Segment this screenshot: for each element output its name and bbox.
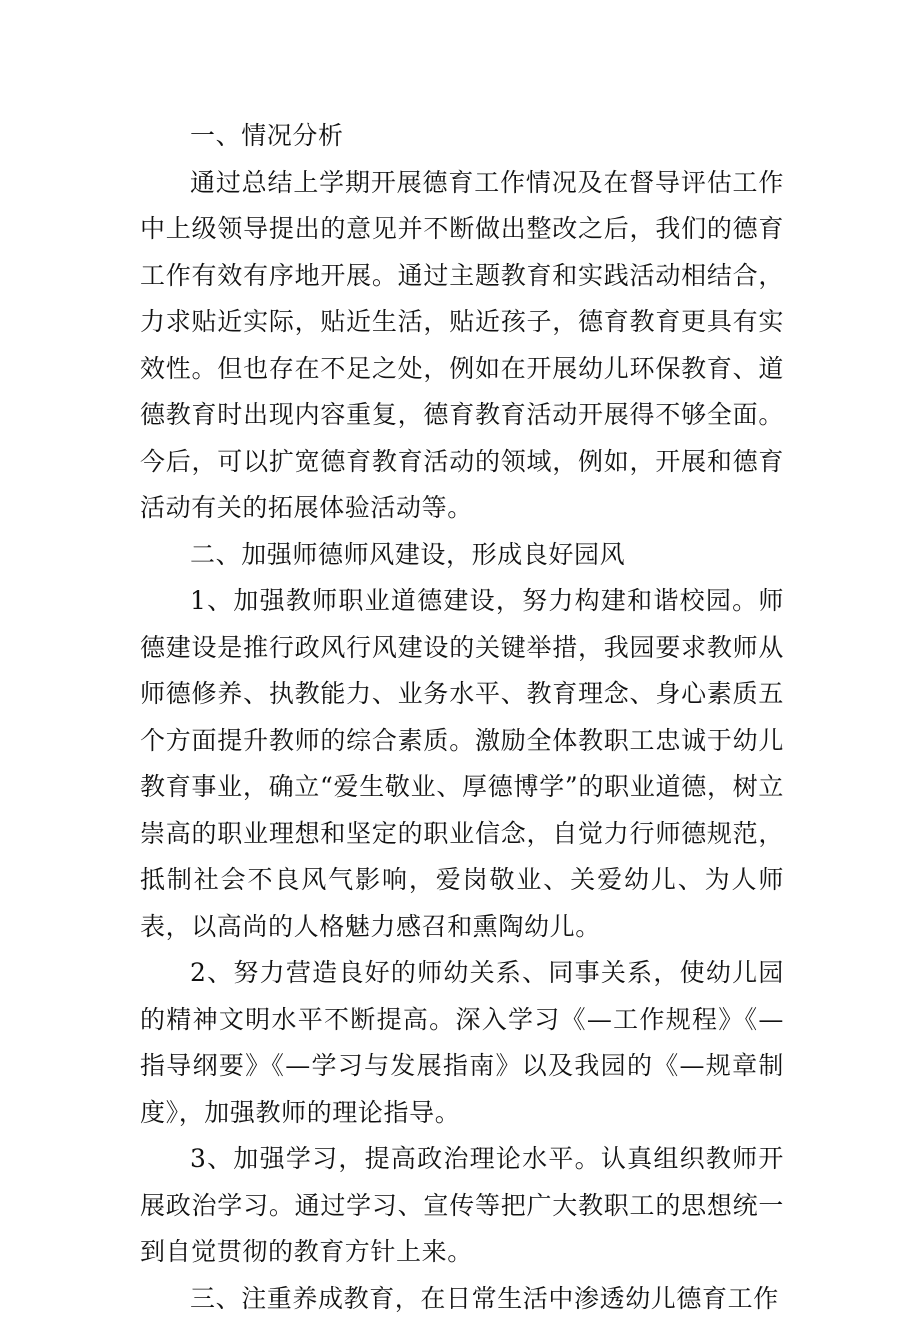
paragraph-item-2: 2、努力营造良好的师幼关系、同事关系，使幼儿园的精神文明水平不断提高。深入学习《—工作规程》《—指导纲要》《—学习与发展指南》以及我园的《—规章制度》，加强教师的理论指导。 [140,950,784,1136]
paragraph-item-1: 1、加强教师职业道德建设，努力构建和谐校园。师德建设是推行政风行风建设的关键举措，我园要求教师从师德修养、执教能力、业务水平、教育理念、身心素质五个方面提升教师的综合素质。激励全体教职工忠诚于幼儿教育事业，确立“爱生敬业、厚德博学”的职业道德，树立崇高的职业理想和坚定的职业信念，自觉力行师德规范，抵制社会不良风气影响，爱岗敬业、关爱幼儿、为人师表，以高尚的人格魅力感召和熏陶幼儿。 [140,578,784,950]
paragraph-item-3: 3、加强学习，提高政治理论水平。认真组织教师开展政治学习。通过学习、宣传等把广大教职工的思想统一到自觉贯彻的教育方针上来。 [140,1136,784,1276]
section-heading-teacher-ethics: 二、加强师德师风建设，形成良好园风 [140,532,784,579]
paragraph-situation-summary: 通过总结上学期开展德育工作情况及在督导评估工作中上级领导提出的意见并不断做出整改之后，我们的德育工作有效有序地开展。通过主题教育和实践活动相结合，力求贴近实际，贴近生活，贴近孩子，德育教育更具有实效性。但也存在不足之处，例如在开展幼儿环保教育、道德教育时出现内容重复，德育教育活动开展得不够全面。今后，可以扩宽德育教育活动的领域，例如，开展和德育活动有关的拓展体验活动等。 [140,160,784,532]
section-heading-situation-analysis: 一、情况分析 [140,113,784,160]
section-heading-habit-education: 三、注重养成教育，在日常生活中渗透幼儿德育工作 [140,1276,784,1322]
document-body [140,113,784,1322]
